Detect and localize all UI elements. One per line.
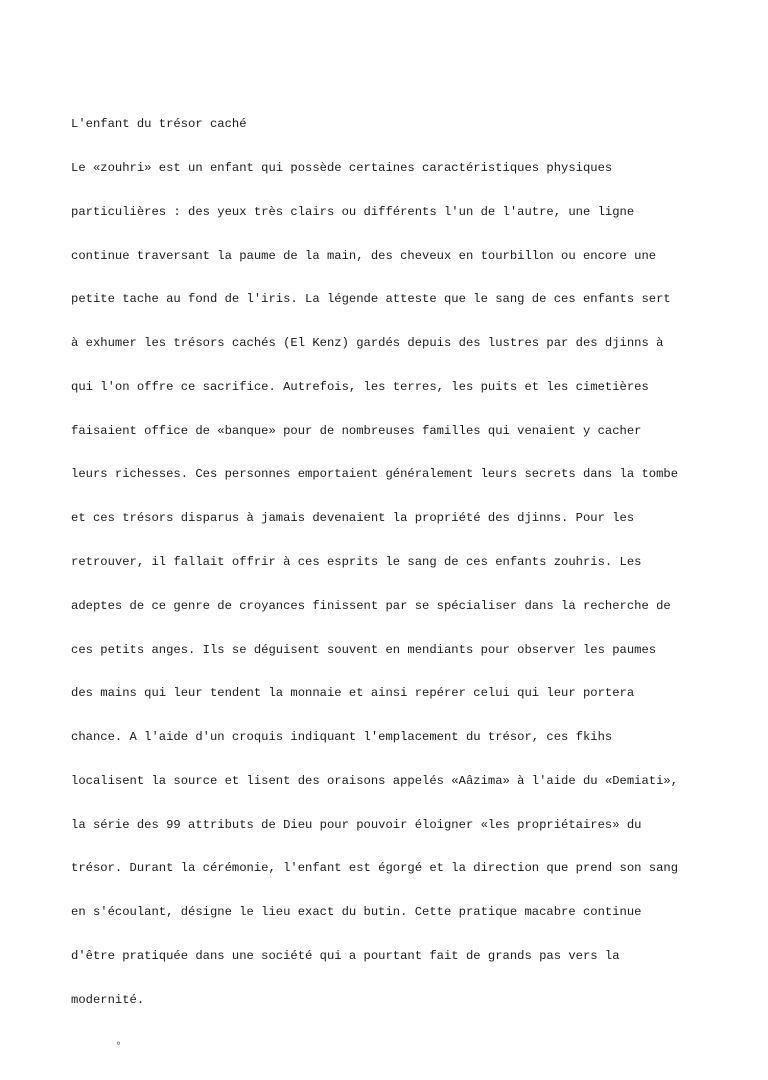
text-line: trésor. Durant la cérémonie, l'enfant est égorgé et la direction que prend son sang: [71, 861, 679, 876]
text-line: d'être pratiquée dans une société qui a pourtant fait de grands pas vers la: [71, 949, 620, 964]
text-line: Le «zouhri» est un enfant qui possède certaines caractéristiques physiques: [71, 160, 613, 175]
text-line: chance. A l'aide d'un croquis indiquant l'emplacement du trésor, ces fkihs: [71, 730, 613, 745]
text-line: qui l'on offre ce sacrifice. Autrefois, les terres, les puits et les cimetières: [71, 379, 649, 394]
text-line: et ces trésors disparus à jamais devenaient la propriété des djinns. Pour les: [71, 511, 635, 526]
text-line: à exhumer les trésors cachés (El Kenz) gardés depuis des lustres par des djinns à: [71, 336, 664, 351]
article-text: [71, 88, 731, 1080]
text-line: en s'écoulant, désigne le lieu exact du butin. Cette pratique macabre continue: [71, 905, 642, 920]
text-line: retrouver, il fallait offrir à ces esprits le sang de ces enfants zouhris. Les: [71, 555, 642, 569]
article-title: L'enfant du trésor caché: [71, 117, 247, 132]
text-line: leurs richesses. Ces personnes emportaient généralement leurs secrets dans la tombe: [71, 467, 679, 482]
text-line: modernité.: [71, 992, 145, 1007]
text-line: ces petits anges. Ils se déguisent souvent en mendiants pour observer les paumes: [71, 642, 657, 657]
text-line: la série des 99 attributs de Dieu pour pouvoir éloigner «les propriétaires» du: [71, 817, 642, 832]
text-line: adeptes de ce genre de croyances finissent par se spécialiser dans la recherche de: [71, 598, 671, 613]
text-line: continue traversant la paume de la main, des cheveux en tourbillon ou encore une: [71, 248, 657, 263]
text-line: particulières : des yeux très clairs ou différents l'un de l'autre, une ligne: [71, 204, 635, 219]
trailing-mark: ◦: [71, 1036, 123, 1051]
text-line: petite tache au fond de l'iris. La légende atteste que le sang de ces enfants sert: [71, 292, 671, 307]
text-line: localisent la source et lisent des oraisons appelés «Aâzima» à l'aide du «Demiati»,: [71, 773, 679, 788]
text-line: faisaient office de «banque» pour de nombreuses familles qui venaient y cacher: [71, 423, 642, 438]
text-line: des mains qui leur tendent la monnaie et ainsi repérer celui qui leur portera: [71, 686, 635, 701]
